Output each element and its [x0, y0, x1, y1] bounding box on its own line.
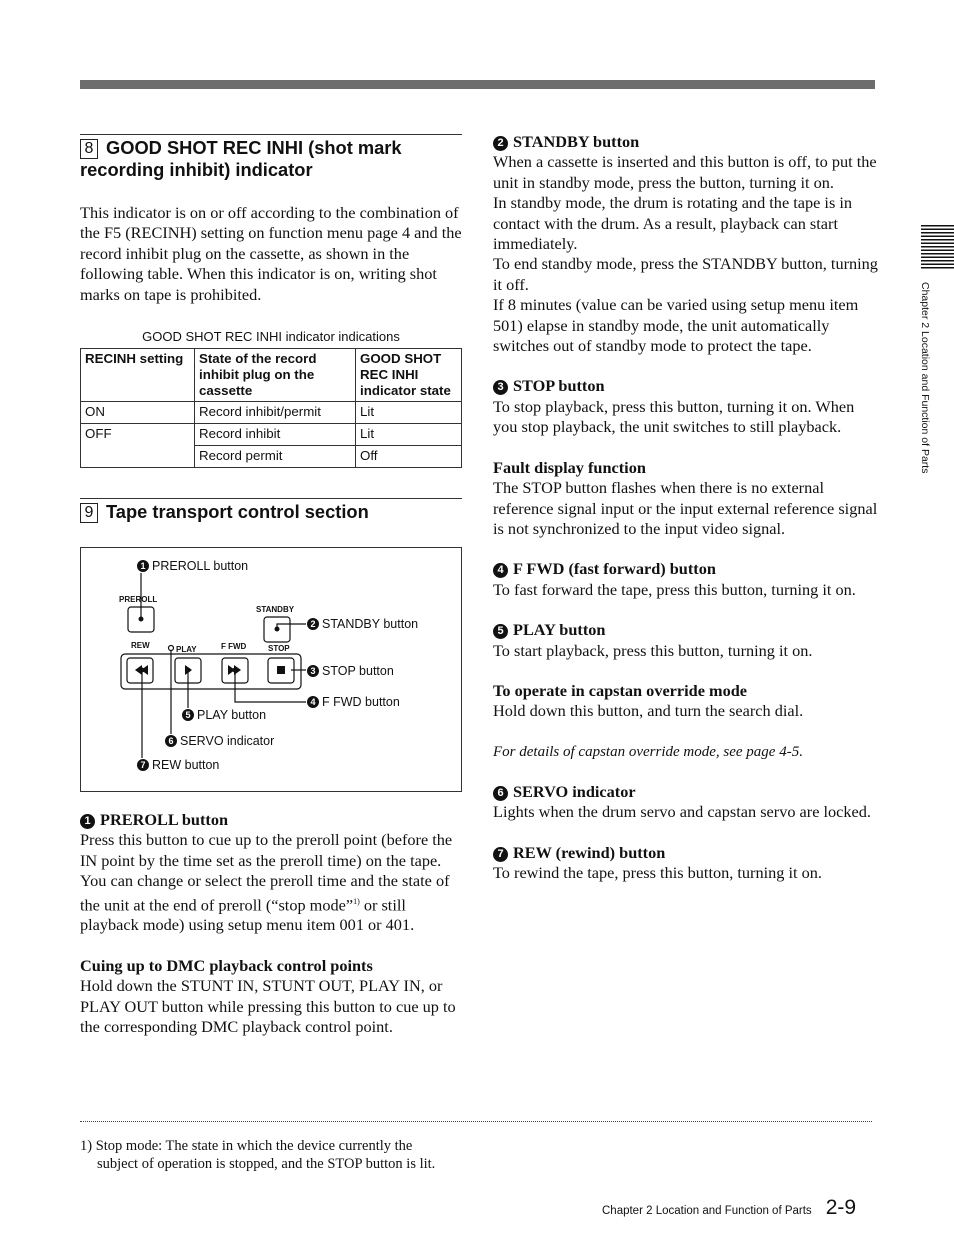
- rew-body: To rewind the tape, press this button, turning it on.: [493, 862, 822, 882]
- callout-ffwd: [307, 695, 400, 709]
- page-footer: [602, 1196, 856, 1220]
- preroll-description: [80, 810, 462, 1037]
- stop-heading: [493, 376, 878, 396]
- callout-rew: [137, 758, 219, 772]
- table-cell: Lit: [356, 402, 462, 424]
- capstan-heading: To operate in capstan override mode: [493, 680, 747, 700]
- table-cell: Record inhibit: [195, 424, 356, 446]
- table-header: RECINH setting: [81, 349, 195, 402]
- heading-text: SERVO indicator: [513, 781, 636, 801]
- ffwd-body: To fast forward the tape, press this button, turning it on.: [493, 579, 856, 599]
- capstan-note: For details of capstan override mode, see page 4-5.: [493, 743, 803, 760]
- table-cell: Off: [356, 446, 462, 468]
- heading-number: 3: [493, 380, 508, 395]
- play-heading: [493, 620, 878, 640]
- header-rule: [80, 80, 875, 89]
- body-text: Press this button to cue up to the preroll point (before the IN point by the time set as the preroll time) on the tape. You can change or select the preroll time and the state of the unit at the end of preroll (“stop mode”: [80, 830, 453, 915]
- preroll-body: [80, 830, 462, 935]
- tape-transport-figure: [80, 547, 462, 792]
- standby-para-4: If 8 minutes (value can be varied using setup menu item 501) elapse in standby mode, the unit automatically switches out of standby mode to protect the tape.: [493, 295, 859, 356]
- heading-text: REW (rewind) button: [513, 842, 666, 862]
- heading-number: 1: [80, 814, 95, 829]
- callout-text: PREROLL button: [152, 559, 249, 574]
- callout-text: STOP button: [322, 664, 394, 679]
- table-header: State of the record inhibit plug on the cassette: [195, 349, 356, 402]
- fault-body: The STOP button flashes when there is no external reference signal input or the input external reference signal is not synchronized to the input video signal.: [493, 478, 878, 538]
- heading-number: 5: [493, 624, 508, 639]
- indicator-table: [80, 348, 462, 468]
- table-cell: OFF: [81, 424, 195, 468]
- footnote-text-cont: subject of operation is stopped, and the STOP button is lit.: [97, 1156, 436, 1172]
- table-row: [81, 402, 462, 424]
- panel-label-ffwd: F FWD: [221, 642, 247, 652]
- left-column: [80, 134, 462, 1038]
- callout-preroll: [137, 559, 248, 573]
- standby-para-2: In standby mode, the drum is rotating and the tape is in contact with the drum. As a result, playback can start immediately.: [493, 193, 853, 254]
- callout-number: 7: [137, 759, 149, 771]
- standby-heading: [493, 132, 878, 152]
- callout-number: 2: [307, 618, 319, 630]
- right-column: [493, 132, 878, 883]
- callout-text: REW button: [152, 758, 220, 773]
- table-cell: Lit: [356, 424, 462, 446]
- fault-heading: Fault display function: [493, 457, 646, 477]
- rew-heading: [493, 843, 878, 863]
- callout-text: F FWD button: [322, 695, 400, 710]
- panel-label-rew: REW: [131, 641, 150, 651]
- servo-body: Lights when the drum servo and capstan servo are locked.: [493, 802, 871, 822]
- preroll-heading: [80, 810, 462, 830]
- section-9-heading: [80, 498, 462, 523]
- table-header: GOOD SHOT REC INHI indicator state: [356, 349, 462, 402]
- servo-led-shape: [169, 646, 174, 651]
- heading-text: PLAY button: [513, 620, 606, 640]
- page-number: 2-9: [825, 1196, 857, 1219]
- table-cell: Record inhibit/permit: [195, 402, 356, 424]
- footnote-number: 1): [80, 1138, 93, 1154]
- panel-label-preroll: PREROLL: [119, 595, 158, 605]
- callout-text: STANDBY button: [322, 617, 419, 632]
- callout-number: 1: [137, 560, 149, 572]
- callout-text: SERVO indicator: [180, 734, 275, 749]
- footer-chapter: Chapter 2 Location and Function of Parts: [602, 1205, 812, 1217]
- section-number-box: 8: [80, 139, 98, 159]
- section-9-title: Tape transport control section: [106, 501, 369, 523]
- callout-number: 3: [307, 665, 319, 677]
- heading-text: F FWD (fast forward) button: [513, 559, 716, 579]
- figure-drawing: [81, 548, 461, 791]
- callout-number: 5: [182, 709, 194, 721]
- capstan-body: Hold down this button, and turn the search dial.: [493, 701, 804, 721]
- heading-number: 6: [493, 786, 508, 801]
- heading-text: PREROLL button: [100, 810, 229, 830]
- table-row: [81, 424, 462, 446]
- heading-number: 7: [493, 847, 508, 862]
- callout-number: 4: [307, 696, 319, 708]
- footnote-divider: [80, 1121, 872, 1122]
- section-8-heading: [80, 134, 462, 181]
- cuing-body: Hold down the STUNT IN, STUNT OUT, PLAY IN, or PLAY OUT button while pressing this button to cue up to the corresponding DMC playback control point.: [80, 976, 456, 1037]
- body-text: or still playback mode) using setup menu item 001 or 401.: [80, 895, 415, 935]
- callout-standby: [307, 617, 418, 631]
- callout-play: [182, 708, 266, 722]
- stop-body: To stop playback, press this button, turning it on. When you stop playback, the unit switches to still playback.: [493, 396, 855, 437]
- heading-number: 2: [493, 136, 508, 151]
- table-header-row: [81, 349, 462, 402]
- footnote: [80, 1137, 460, 1173]
- panel-label-stop: STOP: [268, 644, 290, 654]
- callout-number: 6: [165, 735, 177, 747]
- footnote-ref: 1): [353, 896, 360, 906]
- heading-text: STANDBY button: [513, 132, 640, 151]
- chapter-tab-marker: [921, 225, 954, 269]
- standby-para-1: When a cassette is inserted and this button is off, to put the unit in standby mode, press the button, turning it on.: [493, 152, 877, 192]
- footnote-text: Stop mode: The state in which the device currently the: [95, 1138, 413, 1154]
- section-8-title: GOOD SHOT REC INHI (shot mark recording inhibit) indicator: [80, 137, 402, 180]
- play-body: To start playback, press this button, turning it on.: [493, 640, 813, 660]
- cuing-heading: Cuing up to DMC playback control points: [80, 955, 373, 975]
- heading-text: STOP button: [513, 376, 605, 396]
- heading-number: 4: [493, 563, 508, 578]
- section-8-body: This indicator is on or off according to the combination of the F5 (RECINH) setting on function menu page 4 and the record inhibit plug on the cassette, as shown in the following table. When this indicator is on, writing shot marks on tape is prohibited.: [80, 203, 462, 304]
- standby-para-3: To end standby mode, press the STANDBY button, turning it off.: [493, 254, 878, 294]
- servo-heading: [493, 782, 878, 802]
- callout-servo: [165, 734, 274, 748]
- callout-text: PLAY button: [197, 708, 267, 723]
- section-number-box: 9: [80, 503, 98, 523]
- callout-stop: [307, 664, 394, 678]
- panel-label-play: PLAY: [176, 645, 197, 655]
- table-cell: Record permit: [195, 446, 356, 468]
- side-chapter-label: Chapter 2 Location and Function of Parts: [919, 282, 931, 474]
- ffwd-heading: [493, 559, 878, 579]
- table-caption: GOOD SHOT REC INHI indicator indications: [142, 329, 400, 345]
- panel-label-standby: STANDBY: [256, 605, 295, 615]
- table-cell: ON: [81, 402, 195, 424]
